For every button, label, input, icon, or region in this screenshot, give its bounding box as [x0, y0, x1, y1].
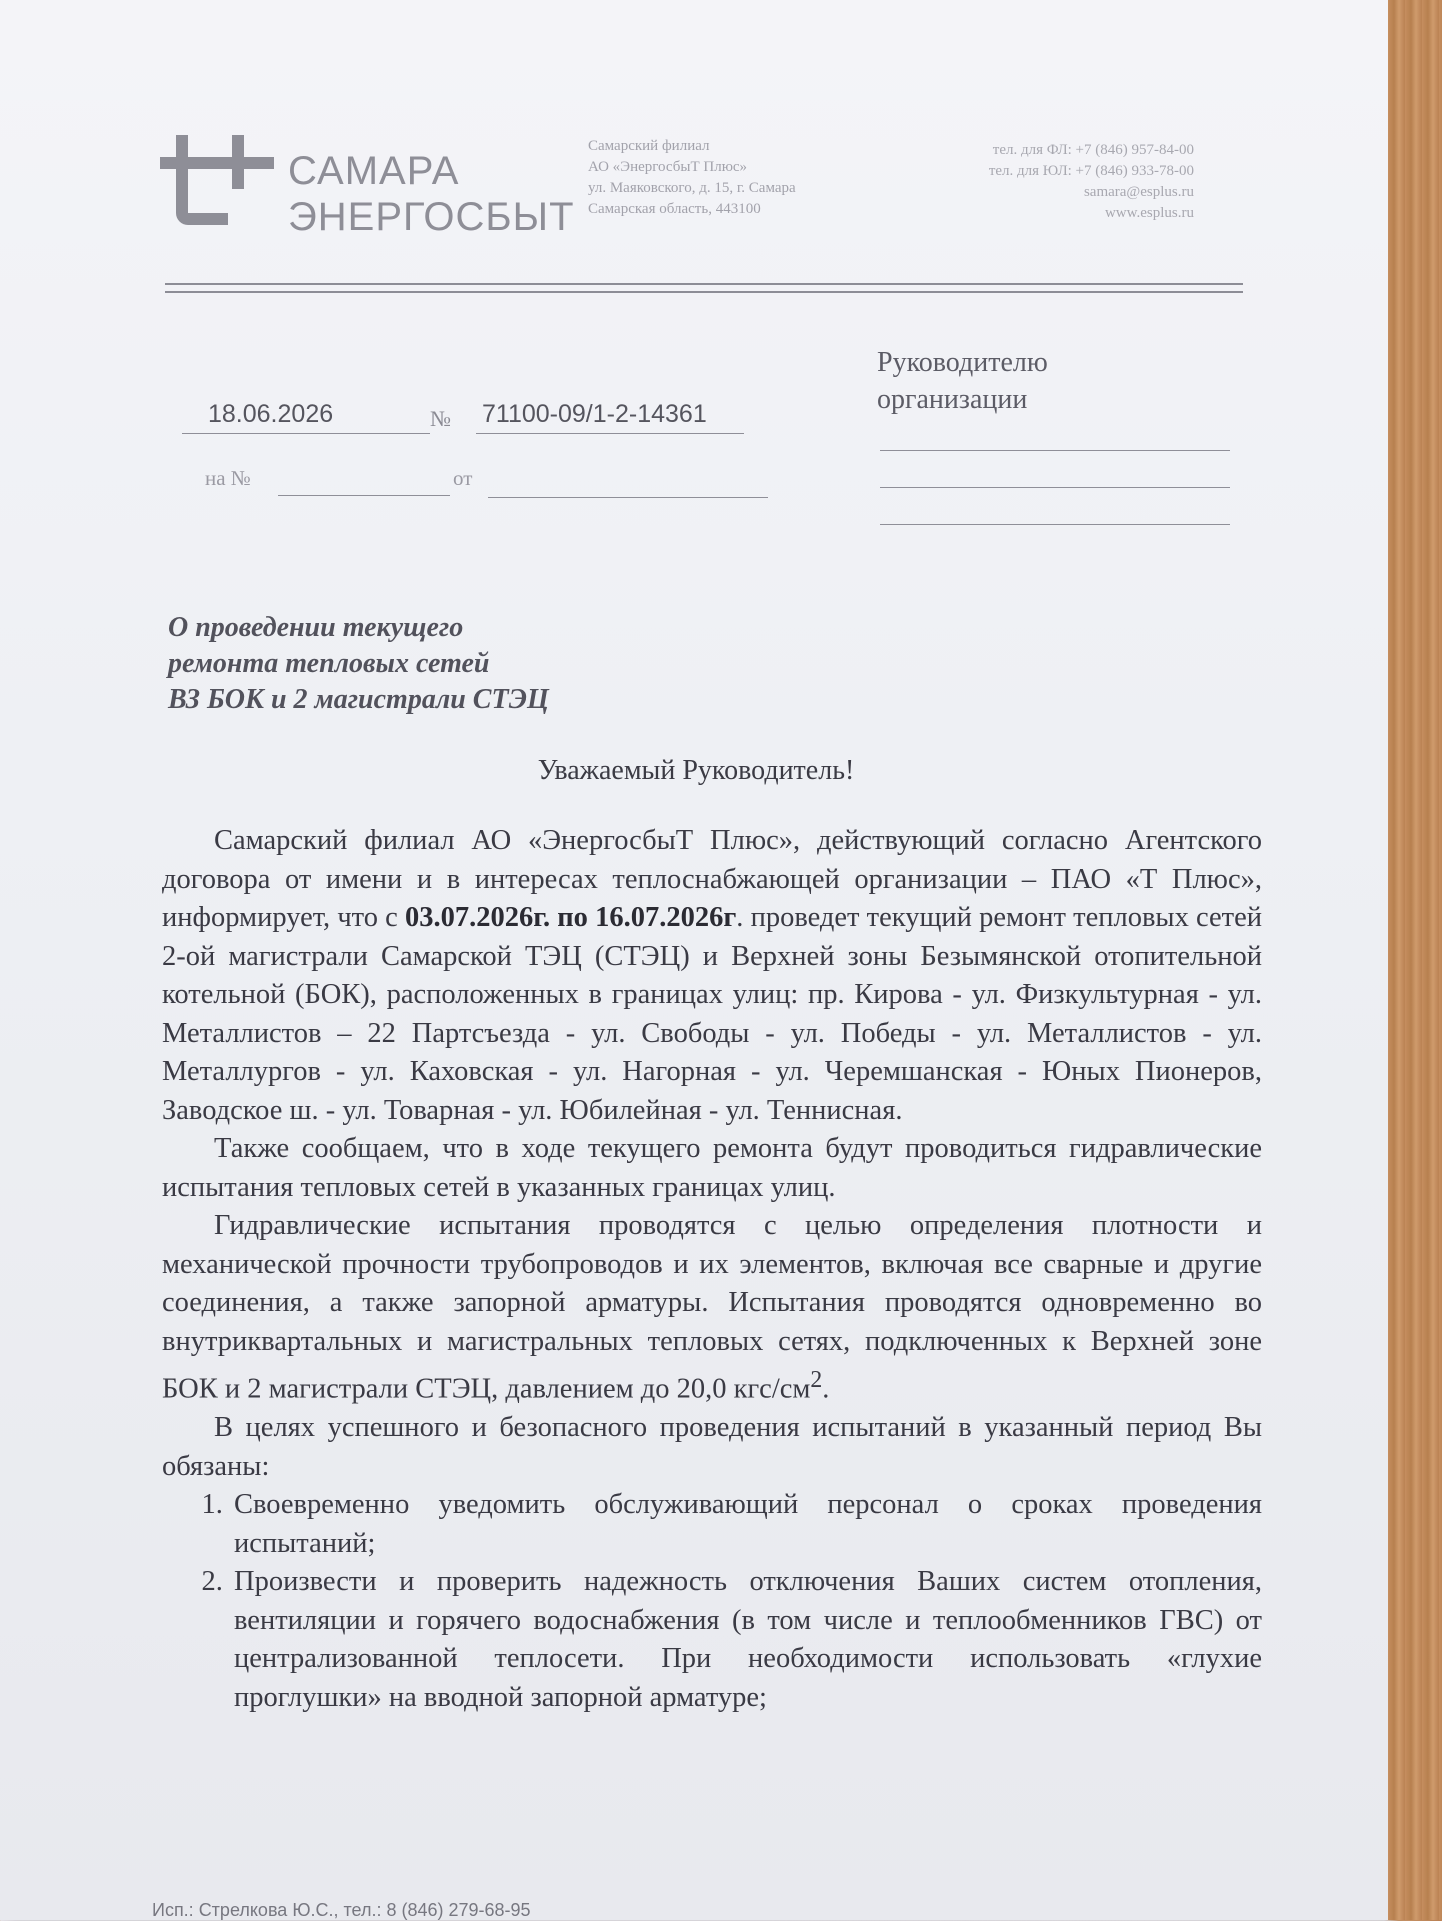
- list-item: 1. Своевременно уведомить обслуживающий персонал о сроках проведения испытаний;: [230, 1486, 1262, 1563]
- reply-to-label: на №: [205, 466, 251, 490]
- brand-line-2: ЭНЕРГОСБЫТ: [288, 195, 575, 239]
- contact-line: www.esplus.ru: [1104, 205, 1194, 221]
- from-label: от: [453, 466, 473, 490]
- addressee: [877, 344, 1048, 418]
- paragraph-text: Самарский филиал АО «ЭнергосбыТ Плюс», действующий согласно Агентского договора от имени и в интересах теплоснабжающей организации – ПАО «Т Плюс», информирует, что с: [162, 825, 1262, 933]
- addressee-blank-line: [880, 450, 1230, 451]
- number-sign: №: [430, 406, 451, 431]
- paragraph-purpose: [162, 1207, 1262, 1409]
- paragraph-text: .: [822, 1373, 830, 1405]
- wooden-table-edge: [1388, 0, 1442, 1920]
- addressee-line-2: организации: [877, 384, 1028, 415]
- reply-to-blank-line: [278, 495, 450, 496]
- paragraph-obligations: В целях успешного и безопасного проведения испытаний в указанный период Вы обязаны:: [162, 1412, 1262, 1482]
- addressee-line-1: Руководителю: [877, 347, 1048, 378]
- paragraph-tests: Также сообщаем, что в ходе текущего ремонта будут проводиться гидравлические испытания тепловых сетей в указанных границах улиц.: [162, 1133, 1262, 1203]
- letter-body: [162, 822, 1262, 1717]
- brand-name: [288, 148, 575, 240]
- brand-line-1: САМАРА: [288, 149, 460, 193]
- subject-line: О проведении текущего: [168, 612, 464, 643]
- letter-number: 71100-09/1-2-14361: [476, 400, 744, 434]
- letter-date: 18.06.2026: [182, 400, 430, 434]
- executor-footer: Исп.: Стрелкова Ю.С., тел.: 8 (846) 279-68-95: [152, 1900, 531, 1920]
- contact-line: тел. для ЮЛ: +7 (846) 933-78-00: [988, 163, 1194, 179]
- addressee-blank-line: [880, 524, 1230, 525]
- repair-period: 03.07.2026г. по 16.07.2026г: [404, 902, 737, 933]
- t-plus-logo-icon: [160, 135, 275, 235]
- greeting: Уважаемый Руководитель!: [537, 755, 855, 786]
- contact-line: тел. для ФЛ: +7 (846) 957-84-00: [992, 142, 1194, 158]
- paragraph-text: . проведет текущий ремонт тепловых сетей 2-ой магистрали Самарской ТЭЦ (СТЭЦ) и Верхней зоны Безымянской отопительной котельной (БОК), расположенных в границах улиц: пр. Кирова - ул. Физкультурная - ул. Металлистов – 22 Партсъезда - ул. Свободы - ул. Победы - ул. Металлистов - ул. Металлургов - ул. Каховская - ул. Нагорная - ул. Черемшанская - Юных Пионеров, Заводское ш. - ул. Товарная - ул. Юбилейная - ул. Теннисная.: [162, 902, 1263, 1126]
- paragraph-notice: [162, 822, 1262, 1130]
- sender-address: [588, 136, 796, 220]
- superscript: 2: [810, 1367, 823, 1393]
- addressee-blank-line: [880, 487, 1230, 488]
- obligations-list: [162, 1486, 1262, 1717]
- letter-subject: [168, 610, 549, 718]
- paragraph-text: Гидравлические испытания проводятся с целью определения плотности и механической прочности трубопроводов и их элементов, включая все сварные и другие соединения, а также запорной арматуры. Испытания проводятся одновременно во внутриквартальных и магистральных тепловых сетях, подключенных к Верхней зоне БОК и 2 магистрали СТЭЦ, давлением до 20,0 кгс/см: [162, 1210, 1262, 1405]
- header-divider: [165, 283, 1243, 285]
- list-item: 2. Произвести и проверить надежность отключения Ваших систем отопления, вентиляции и горячего водоснабжения (в том числе и теплообменников ГВС) от централизованной теплосети. При необходимости использовать «глухие проглушки» на вводной запорной арматуре;: [230, 1563, 1262, 1717]
- address-line: Самарская область, 443100: [588, 201, 761, 217]
- contact-line: samara@esplus.ru: [1083, 184, 1194, 200]
- address-line: АО «ЭнергосбыТ Плюс»: [588, 159, 748, 175]
- sender-contacts: [989, 140, 1194, 224]
- subject-line: ремонта тепловых сетей: [168, 648, 490, 679]
- subject-line: ВЗ БОК и 2 магистрали СТЭЦ: [168, 684, 549, 715]
- address-line: ул. Маяковского, д. 15, г. Самара: [588, 180, 796, 196]
- address-line: Самарский филиал: [588, 138, 710, 154]
- header-divider: [165, 291, 1243, 293]
- from-blank-line: [488, 497, 768, 498]
